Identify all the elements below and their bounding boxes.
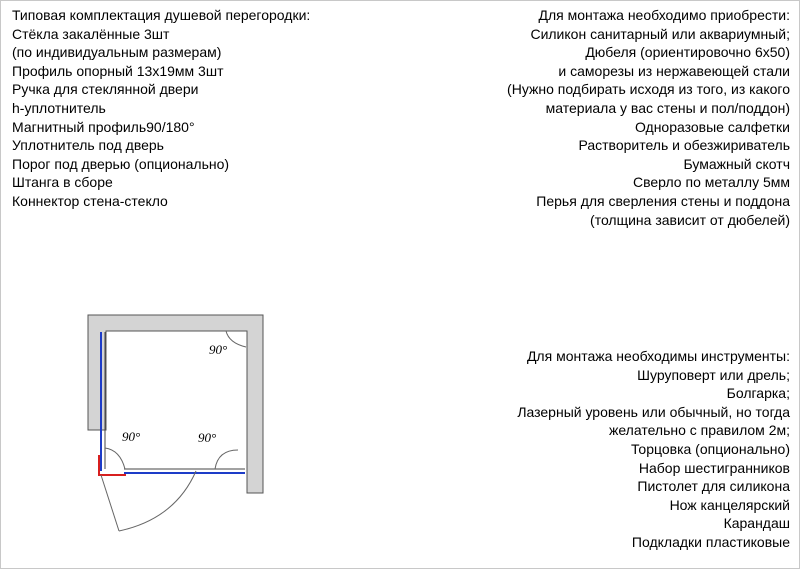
- purchase-item: материала у вас стены и пол/поддон): [545, 99, 790, 116]
- purchase-item: Бумажный скотч: [683, 155, 790, 172]
- kit-item: Штанга в сборе: [12, 174, 113, 191]
- purchase-item: Сверло по металлу 5мм: [633, 174, 790, 191]
- tools-item: Болгарка;: [726, 385, 790, 402]
- tools-item: Подкладки пластиковые: [631, 533, 790, 550]
- door-leaf: [101, 475, 119, 531]
- purchase-item: Одноразовые салфетки: [634, 118, 790, 135]
- purchase-item: Растворитель и обезжириватель: [578, 137, 790, 154]
- purchase-item: (Нужно подбирать исходя из того, из какого: [507, 81, 790, 98]
- kit-item: h-уплотнитель: [12, 99, 106, 116]
- tools-item: желательно с правилом 2м;: [608, 422, 790, 439]
- kit-item: Коннектор стена-стекло: [12, 192, 168, 209]
- tools-list: [517, 347, 790, 552]
- kit-title: Типовая комплектация душевой перегородки:: [12, 7, 311, 23]
- purchase-item: и саморезы из нержавеющей стали: [558, 62, 790, 79]
- tools-item: Торцовка (опционально): [630, 440, 790, 457]
- tools-item: Набор шестигранников: [638, 459, 790, 476]
- kit-list: [12, 6, 310, 211]
- purchase-title: Для монтажа необходимо приобрести:: [538, 7, 790, 23]
- purchase-item: Дюбеля (ориентировочно 6х50): [585, 44, 790, 61]
- tools-item: Пистолет для силикона: [637, 478, 790, 495]
- kit-item: Магнитный профиль90/180°: [12, 118, 195, 135]
- purchase-item: Перья для сверления стены и поддона: [536, 192, 790, 209]
- angle-arc-top: [226, 331, 246, 347]
- tools-title: Для монтажа необходимы инструменты:: [526, 348, 790, 364]
- tools-item: Карандаш: [723, 515, 790, 532]
- kit-item: Порог под дверью (опционально): [12, 155, 230, 172]
- tools-item: Шуруповерт или дрель;: [637, 366, 790, 383]
- corner-seal: [99, 455, 126, 475]
- kit-item: Стёкла закалённые 3шт: [12, 25, 170, 42]
- purchase-item: (толщина зависит от дюбелей): [590, 211, 790, 228]
- angle-label-top: 90°: [209, 342, 228, 357]
- wall-left-top: [88, 315, 263, 493]
- angle-arc-left: [105, 448, 125, 469]
- kit-item: Профиль опорный 13х19мм 3шт: [12, 62, 224, 79]
- angle-label-bottom: 90°: [198, 430, 217, 445]
- door-swing-arc: [119, 471, 196, 531]
- purchase-item: Силикон санитарный или аквариумный;: [530, 25, 790, 42]
- kit-item: (по индивидуальным размерам): [12, 44, 222, 61]
- angle-arc-bottom: [215, 450, 238, 469]
- tools-item: Лазерный уровень или обычный, но тогда: [517, 403, 790, 420]
- kit-item: Уплотнитель под дверь: [12, 137, 164, 154]
- angle-label-left: 90°: [122, 429, 141, 444]
- shower-plan-diagram: [80, 305, 280, 545]
- tools-item: Нож канцелярский: [669, 496, 790, 513]
- purchase-list: [507, 6, 790, 229]
- kit-item: Ручка для стеклянной двери: [12, 81, 199, 98]
